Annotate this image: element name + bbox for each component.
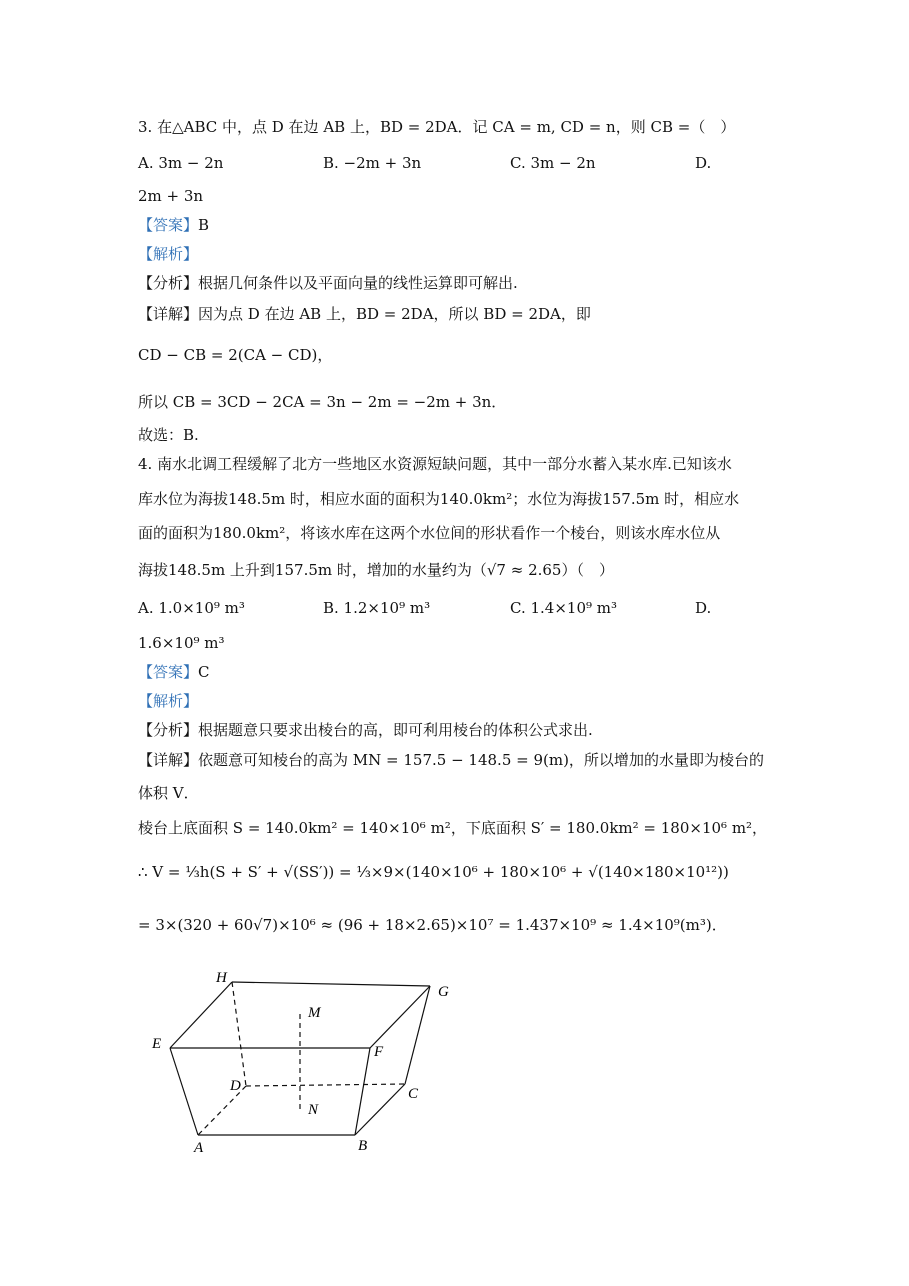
q4-option-c[interactable]: C. 1.4×10⁹ m³	[510, 599, 618, 617]
fenxi-tag: 【分析】	[138, 274, 199, 292]
vertex-label-f: F	[374, 1044, 384, 1060]
q3-answer	[138, 214, 209, 236]
fenxi-text: 根据几何条件以及平面向量的线性运算即可解出.	[198, 274, 518, 292]
xiangjie-tag: 【详解】	[138, 751, 199, 769]
q4-answer	[138, 661, 210, 683]
q3-equation-1: CD − CB = 2(CA − CD)，	[138, 346, 333, 364]
q4-jiexi-tag: 【解析】	[138, 692, 199, 710]
q4-option-d-value: 1.6×10⁹ m³	[138, 634, 225, 652]
fenxi-tag: 【分析】	[138, 721, 199, 739]
q3-xiangjie	[138, 303, 591, 325]
xiangjie-text: 因为点 D 在边 AB 上，BD = 2DA，所以 BD = 2DA，即	[198, 305, 591, 323]
fenxi-text: 根据题意只要求出棱台的高，即可利用棱台的体积公式求出.	[198, 721, 593, 739]
answer-value: B	[198, 216, 210, 234]
q3-stem: 3. 在△ABC 中，点 D 在边 AB 上，BD = 2DA．记 CA = m, CD = n，则 CB =（ ）	[138, 118, 736, 136]
q4-xiangjie-cont: 体积 V．	[138, 784, 199, 802]
q3-option-a[interactable]: A. 3m − 2n	[138, 154, 224, 172]
point-label-n: N	[308, 1102, 319, 1118]
q4-xiangjie	[138, 749, 764, 771]
vertex-label-a: A	[194, 1140, 204, 1156]
vertex-label-e: E	[152, 1036, 162, 1052]
answer-tag: 【答案】	[138, 663, 199, 681]
answer-tag: 【答案】	[138, 216, 199, 234]
xiangjie-tag: 【详解】	[138, 305, 199, 323]
q3-jiexi-tag: 【解析】	[138, 245, 199, 263]
q4-equation-1: 棱台上底面积 S = 140.0km² = 140×10⁶ m²，下底面积 S′ = 180.0km² = 180×10⁶ m²，	[138, 819, 768, 837]
q4-stem-line-4: 海拔148.5m 上升到157.5m 时，增加的水量约为（√7 ≈ 2.65）（ ）	[138, 561, 614, 579]
vertex-label-h: H	[216, 970, 227, 986]
q3-option-b[interactable]: B. −2m + 3n	[323, 154, 422, 172]
q4-stem-line-3: 面的面积为180.0km²，将该水库在这两个水位间的形状看作一个棱台，则该水库水位从	[138, 524, 721, 542]
q3-option-c[interactable]: C. 3m − 2n	[510, 154, 596, 172]
frustum-figure	[140, 960, 480, 1160]
q3-option-d[interactable]: D.	[695, 154, 712, 172]
q4-option-b[interactable]: B. 1.2×10⁹ m³	[323, 599, 431, 617]
q4-option-a[interactable]: A. 1.0×10⁹ m³	[138, 599, 245, 617]
q4-stem-line-1: 4. 南水北调工程缓解了北方一些地区水资源短缺问题，其中一部分水蓄入某水库.已知该水	[138, 455, 732, 473]
q3-equation-2: 所以 CB = 3CD − 2CA = 3n − 2m = −2m + 3n．	[138, 393, 507, 411]
q4-equation-2: ∴ V = ⅓h(S + S′ + √(SS′)) = ⅓×9×(140×10⁶ + 180×10⁶ + √(140×180×10¹²))	[138, 863, 729, 881]
xiangjie-text: 依题意可知棱台的高为 MN = 157.5 − 148.5 = 9(m)，所以增加的水量即为棱台的	[198, 751, 764, 769]
answer-value: C	[198, 663, 210, 681]
q3-option-d-value: 2m + 3n	[138, 187, 204, 205]
q4-stem-line-2: 库水位为海拔148.5m 时，相应水面的面积为140.0km²；水位为海拔157.5m 时，相应水	[138, 490, 740, 508]
vertex-label-c: C	[408, 1086, 419, 1102]
q4-equation-3: = 3×(320 + 60√7)×10⁶ ≈ (96 + 18×2.65)×10⁷ = 1.437×10⁹ ≈ 1.4×10⁹(m³)．	[138, 916, 727, 934]
q4-option-d[interactable]: D.	[695, 599, 712, 617]
vertex-label-d: D	[230, 1078, 241, 1094]
q4-fenxi	[138, 719, 593, 741]
point-label-m: M	[308, 1005, 321, 1021]
q3-fenxi	[138, 272, 518, 294]
q3-conclusion: 故选：B.	[138, 426, 199, 444]
vertex-label-g: G	[438, 984, 449, 1000]
vertex-label-b: B	[358, 1138, 368, 1154]
